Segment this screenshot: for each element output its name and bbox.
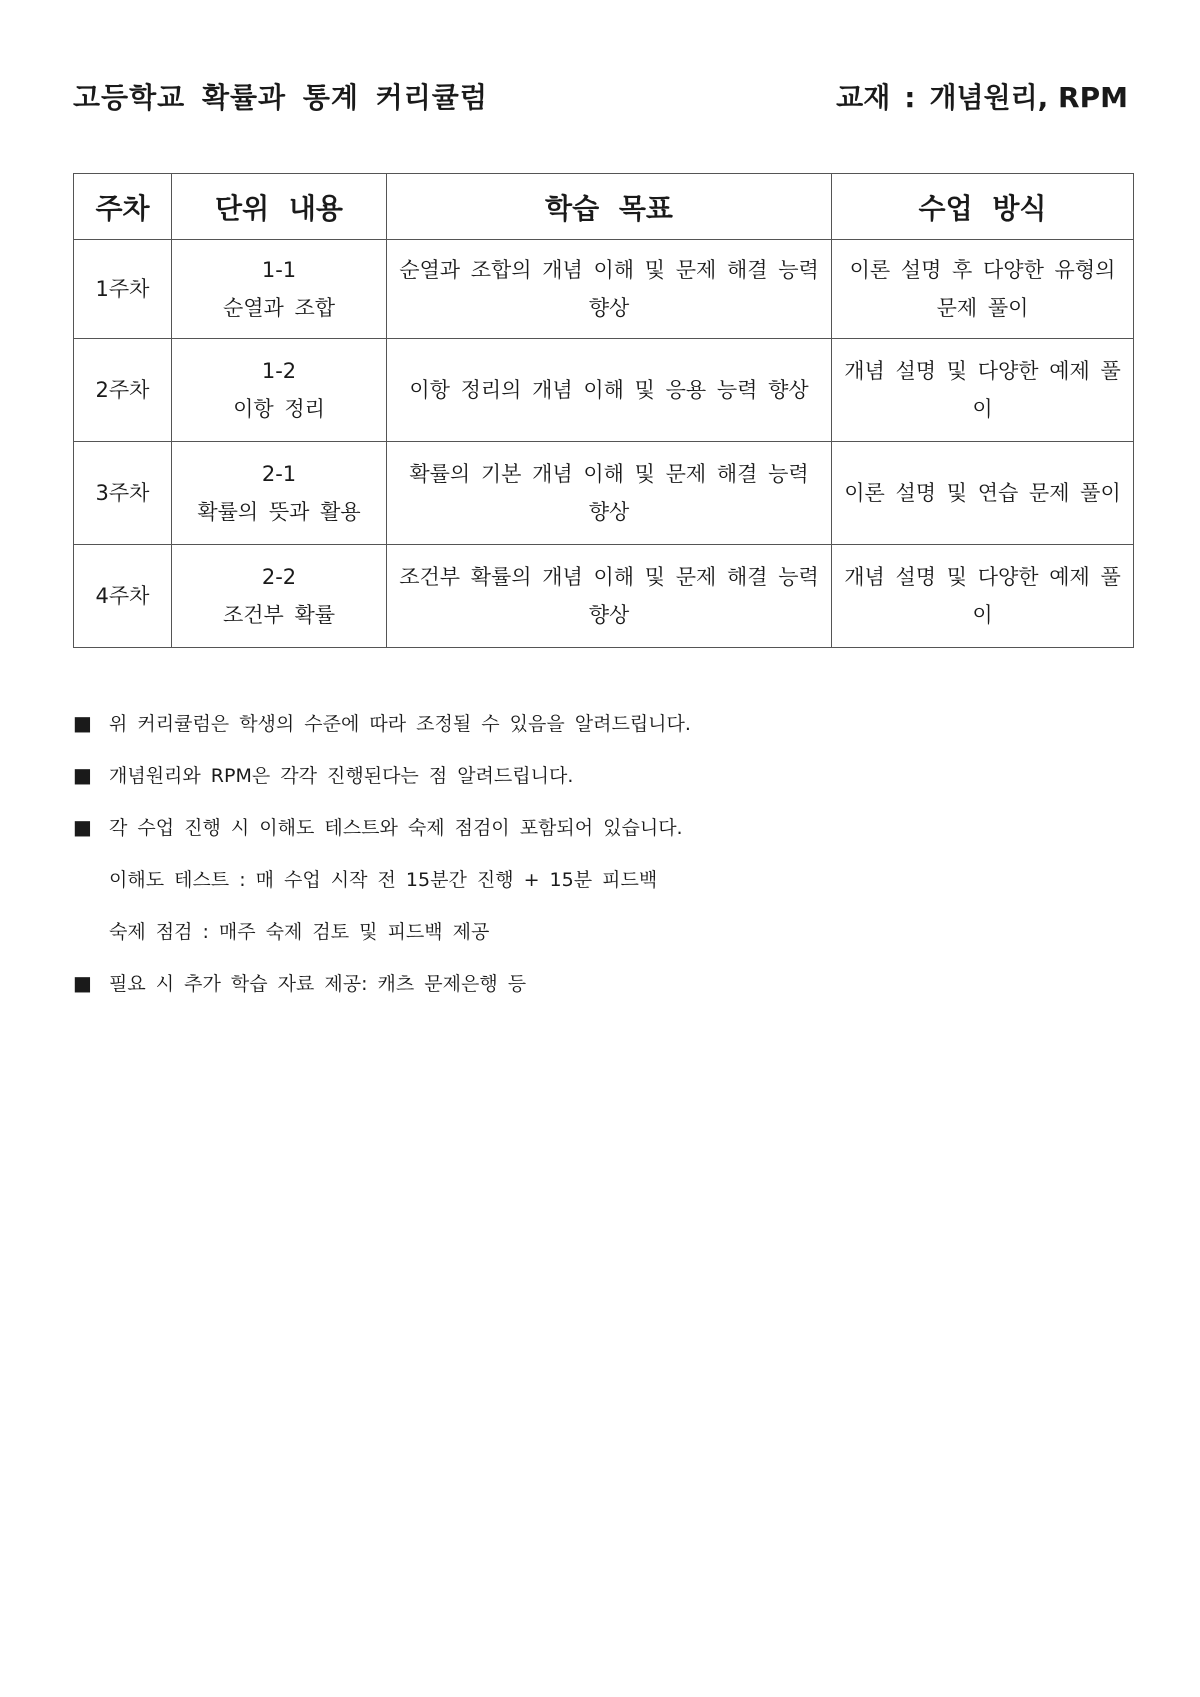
goal-cell bbox=[387, 240, 832, 339]
method-cell bbox=[832, 339, 1134, 442]
unit-name: 순열과 조합 bbox=[222, 296, 336, 320]
note-item bbox=[73, 761, 573, 788]
goal-cell bbox=[387, 442, 832, 545]
unit-name: 조건부 확률 bbox=[222, 603, 336, 627]
unit-code: 2-1 bbox=[261, 462, 297, 486]
header-goal: 학습 목표 bbox=[387, 174, 832, 240]
method-text: 개념 설명 및 다양한 예제 풀이 bbox=[844, 359, 1121, 421]
note-text: 위 커리큘럼은 학생의 수준에 따라 조정될 수 있음을 알려드립니다. bbox=[109, 713, 691, 735]
note-item bbox=[73, 709, 691, 736]
textbook-value: 개념원리, RPM bbox=[929, 81, 1128, 114]
week-cell: 2주차 bbox=[74, 339, 172, 442]
note-sub-text: 숙제 점검 : 매주 숙제 검토 및 피드백 제공 bbox=[109, 921, 490, 943]
goal-text: 확률의 기본 개념 이해 및 문제 해결 능력 향상 bbox=[409, 462, 809, 524]
goal-text: 이항 정리의 개념 이해 및 응용 능력 향상 bbox=[409, 378, 809, 402]
table-row bbox=[74, 339, 1134, 442]
note-sub-item bbox=[109, 917, 489, 944]
method-cell bbox=[832, 545, 1134, 648]
method-cell bbox=[832, 240, 1134, 339]
textbook-colon: : bbox=[904, 81, 916, 114]
curriculum-table bbox=[73, 173, 1134, 648]
note-text: 각 수업 진행 시 이해도 테스트와 숙제 점검이 포함되어 있습니다. bbox=[109, 817, 683, 839]
method-text: 이론 설명 및 연습 문제 풀이 bbox=[844, 481, 1121, 505]
unit-cell bbox=[172, 240, 387, 339]
note-text: 필요 시 추가 학습 자료 제공: 캐츠 문제은행 등 bbox=[109, 973, 527, 995]
square-bullet-icon: ■ bbox=[73, 711, 92, 735]
textbook-info bbox=[836, 76, 1128, 116]
note-text: 개념원리와 RPM은 각각 진행된다는 점 알려드립니다. bbox=[109, 765, 574, 787]
page-title: 고등학교 확률과 통계 커리큘럼 bbox=[73, 81, 488, 114]
unit-name: 확률의 뜻과 활용 bbox=[197, 500, 361, 524]
method-text: 이론 설명 후 다양한 유형의 문제 풀이 bbox=[849, 258, 1116, 320]
method-cell bbox=[832, 442, 1134, 545]
goal-cell bbox=[387, 339, 832, 442]
unit-code: 1-1 bbox=[261, 258, 297, 282]
week-cell: 3주차 bbox=[74, 442, 172, 545]
unit-cell bbox=[172, 545, 387, 648]
table-row bbox=[74, 442, 1134, 545]
header-method: 수업 방식 bbox=[832, 174, 1134, 240]
textbook-label: 교재 bbox=[836, 81, 891, 114]
square-bullet-icon: ■ bbox=[73, 971, 92, 995]
table-row bbox=[74, 240, 1134, 339]
header-unit: 단위 내용 bbox=[172, 174, 387, 240]
square-bullet-icon: ■ bbox=[73, 815, 92, 839]
unit-cell bbox=[172, 339, 387, 442]
goal-cell bbox=[387, 545, 832, 648]
unit-name: 이항 정리 bbox=[233, 397, 325, 421]
note-item bbox=[73, 813, 683, 840]
week-cell: 4주차 bbox=[74, 545, 172, 648]
unit-cell bbox=[172, 442, 387, 545]
square-bullet-icon: ■ bbox=[73, 763, 92, 787]
note-sub-text: 이해도 테스트 : 매 수업 시작 전 15분간 진행 + 15분 피드백 bbox=[109, 869, 658, 891]
unit-code: 2-2 bbox=[261, 565, 297, 589]
goal-text: 조건부 확률의 개념 이해 및 문제 해결 능력 향상 bbox=[399, 565, 819, 627]
week-cell: 1주차 bbox=[74, 240, 172, 339]
table-row bbox=[74, 545, 1134, 648]
table-header-row bbox=[74, 174, 1134, 240]
unit-code: 1-2 bbox=[261, 359, 297, 383]
method-text: 개념 설명 및 다양한 예제 풀이 bbox=[844, 565, 1121, 627]
header-week: 주차 bbox=[74, 174, 172, 240]
note-sub-item bbox=[109, 865, 657, 892]
goal-text: 순열과 조합의 개념 이해 및 문제 해결 능력 향상 bbox=[399, 258, 819, 320]
note-item bbox=[73, 969, 526, 996]
